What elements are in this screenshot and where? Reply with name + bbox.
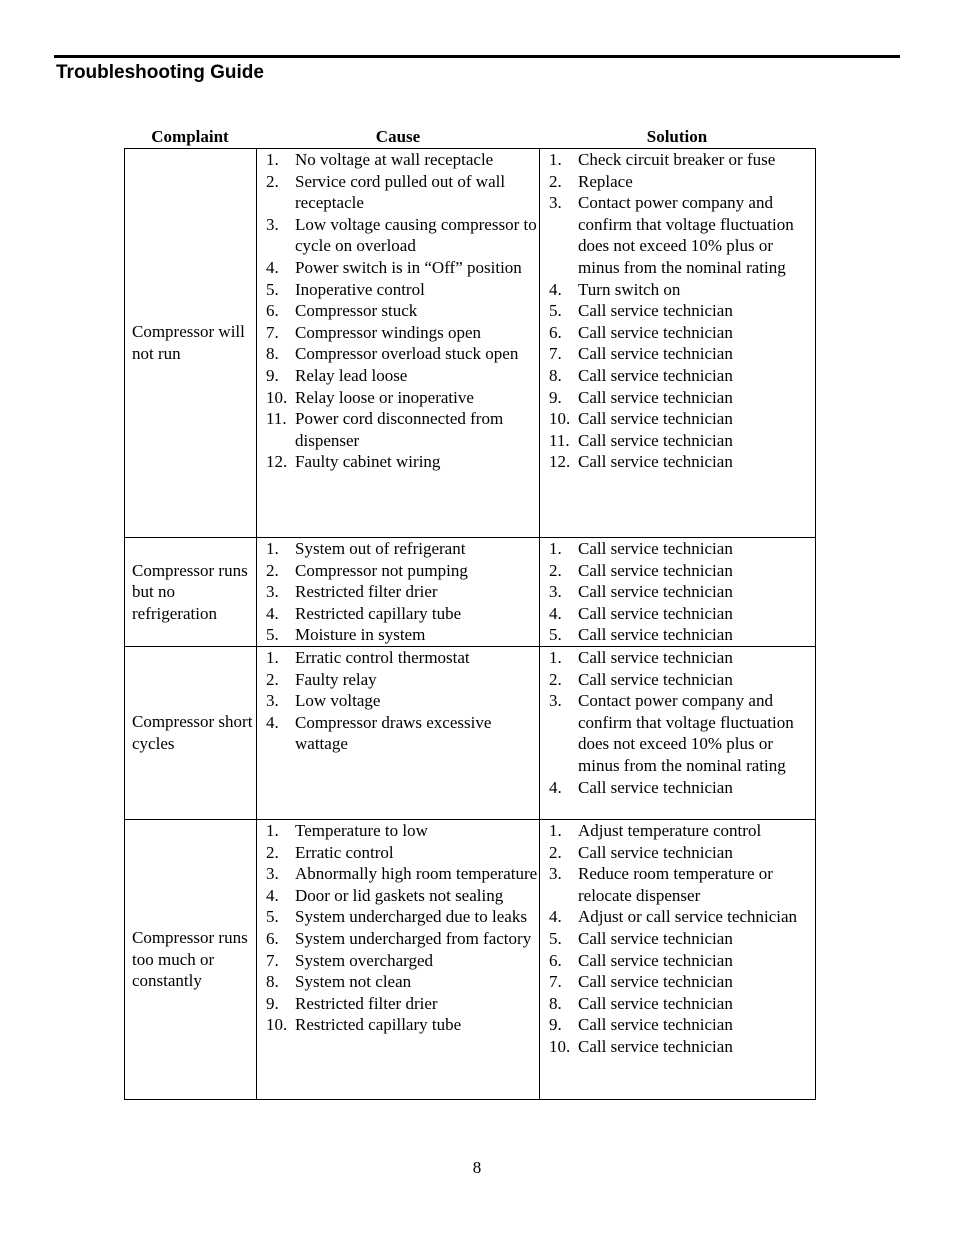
item-text: Door or lid gaskets not sealing bbox=[295, 885, 504, 905]
item-number: 7. bbox=[266, 322, 279, 342]
item-text: Erratic control bbox=[295, 842, 394, 862]
item-text: Low voltage bbox=[295, 691, 381, 711]
list-item bbox=[549, 408, 815, 430]
item-number: 1. bbox=[266, 150, 279, 169]
cause-cell bbox=[257, 819, 540, 1099]
troubleshooting-table bbox=[124, 148, 816, 1100]
item-number: 6. bbox=[549, 950, 562, 970]
complaint-column-header: Complaint bbox=[151, 127, 229, 146]
list-item bbox=[266, 365, 539, 387]
cause-cell bbox=[257, 149, 540, 538]
solution-cell bbox=[540, 149, 816, 538]
item-text: Power cord disconnected from dispenser bbox=[295, 409, 504, 450]
list-item bbox=[549, 690, 815, 776]
item-text: Call service technician bbox=[578, 301, 733, 321]
list-item bbox=[266, 343, 539, 365]
item-text: Check circuit breaker or fuse bbox=[578, 150, 776, 169]
complaint-cell: Compressor runs but no refrigeration bbox=[125, 538, 257, 647]
item-text: Call service technician bbox=[578, 669, 733, 689]
solution-list bbox=[540, 538, 815, 646]
item-text: Temperature to low bbox=[295, 820, 428, 840]
item-text: Inoperative control bbox=[295, 279, 425, 299]
item-number: 12. bbox=[549, 452, 571, 472]
item-text: System undercharged from factory bbox=[295, 928, 532, 948]
item-number: 7. bbox=[266, 950, 279, 970]
item-number: 4. bbox=[549, 279, 562, 299]
list-item bbox=[266, 993, 539, 1015]
item-number: 4. bbox=[266, 257, 279, 277]
list-item bbox=[549, 192, 815, 278]
item-number: 3. bbox=[549, 864, 562, 884]
item-text: Call service technician bbox=[578, 777, 733, 797]
table-row bbox=[125, 646, 816, 819]
list-item bbox=[266, 300, 539, 322]
list-item bbox=[266, 171, 539, 214]
item-text: Call service technician bbox=[578, 647, 733, 667]
item-text: Adjust temperature control bbox=[578, 820, 762, 840]
list-item bbox=[549, 950, 815, 972]
item-number: 1. bbox=[266, 647, 279, 667]
list-item bbox=[266, 581, 539, 603]
item-text: Restricted filter drier bbox=[295, 582, 438, 602]
item-number: 12. bbox=[266, 452, 288, 472]
list-item bbox=[549, 430, 815, 452]
item-text: Replace bbox=[578, 171, 633, 191]
item-text: Compressor not pumping bbox=[295, 560, 468, 580]
item-number: 3. bbox=[266, 691, 279, 711]
solution-column-header: Solution bbox=[646, 127, 708, 146]
item-text: Call service technician bbox=[578, 322, 733, 342]
item-text: Call service technician bbox=[578, 344, 733, 364]
item-number: 5. bbox=[549, 301, 562, 321]
page-title: Troubleshooting Guide bbox=[56, 62, 264, 83]
item-number: 2. bbox=[266, 560, 279, 580]
list-item bbox=[266, 885, 539, 907]
cause-cell bbox=[257, 538, 540, 647]
list-item bbox=[266, 603, 539, 625]
list-item bbox=[266, 669, 539, 691]
list-item bbox=[266, 950, 539, 972]
cause-column-header: Cause bbox=[375, 127, 421, 146]
item-number: 8. bbox=[266, 972, 279, 992]
item-text: Moisture in system bbox=[295, 625, 426, 645]
item-text: Power switch is in “Off” position bbox=[295, 257, 522, 277]
list-item bbox=[266, 928, 539, 950]
list-item bbox=[266, 906, 539, 928]
item-number: 8. bbox=[549, 365, 562, 385]
item-text: Restricted capillary tube bbox=[295, 1015, 462, 1035]
list-item bbox=[266, 322, 539, 344]
cause-list bbox=[257, 647, 539, 755]
item-text: Reduce room temperature or relocate dispenser bbox=[578, 864, 773, 905]
item-number: 1. bbox=[266, 820, 279, 840]
list-item bbox=[549, 842, 815, 864]
list-item bbox=[549, 560, 815, 582]
item-number: 10. bbox=[266, 1015, 288, 1035]
list-item bbox=[266, 149, 539, 171]
item-text: Compressor overload stuck open bbox=[295, 344, 519, 364]
item-number: 6. bbox=[266, 301, 279, 321]
list-item bbox=[549, 581, 815, 603]
list-item bbox=[266, 257, 539, 279]
item-text: Call service technician bbox=[578, 409, 733, 429]
item-text: Contact power company and confirm that voltage fluctuation does not exceed 10% plus or minus from the nominal rating bbox=[578, 193, 794, 277]
item-text: Relay loose or inoperative bbox=[295, 387, 474, 407]
item-text: Call service technician bbox=[578, 950, 733, 970]
item-number: 10. bbox=[549, 1036, 571, 1056]
cause-list bbox=[257, 149, 539, 473]
item-text: Abnormally high room temperature bbox=[295, 864, 538, 884]
item-text: Compressor draws excessive wattage bbox=[295, 712, 492, 754]
cause-list bbox=[257, 820, 539, 1036]
list-item bbox=[549, 906, 815, 928]
list-item bbox=[549, 1036, 815, 1058]
list-item bbox=[266, 712, 539, 755]
item-text: Compressor windings open bbox=[295, 322, 482, 342]
item-text: Call service technician bbox=[578, 928, 733, 948]
item-text: Faulty relay bbox=[295, 669, 377, 689]
item-number: 5. bbox=[549, 928, 562, 948]
list-item bbox=[266, 538, 539, 560]
item-text: Call service technician bbox=[578, 842, 733, 862]
item-text: Call service technician bbox=[578, 1036, 733, 1056]
solution-list bbox=[540, 149, 815, 473]
item-number: 2. bbox=[549, 669, 562, 689]
list-item bbox=[549, 863, 815, 906]
table-row bbox=[125, 538, 816, 647]
item-number: 3. bbox=[266, 582, 279, 602]
item-number: 10. bbox=[266, 387, 288, 407]
item-text: No voltage at wall receptacle bbox=[295, 150, 494, 169]
item-number: 8. bbox=[549, 993, 562, 1013]
item-text: Call service technician bbox=[578, 430, 733, 450]
list-item bbox=[549, 820, 815, 842]
solution-list bbox=[540, 647, 815, 798]
item-number: 9. bbox=[549, 1015, 562, 1035]
item-text: Call service technician bbox=[578, 582, 733, 602]
item-number: 3. bbox=[266, 864, 279, 884]
item-text: Call service technician bbox=[578, 365, 733, 385]
list-item bbox=[549, 365, 815, 387]
item-number: 8. bbox=[266, 344, 279, 364]
list-item bbox=[266, 214, 539, 257]
item-number: 4. bbox=[266, 885, 279, 905]
item-text: Restricted filter drier bbox=[295, 993, 438, 1013]
item-number: 4. bbox=[549, 603, 562, 623]
solution-list bbox=[540, 820, 815, 1058]
list-item bbox=[549, 928, 815, 950]
complaint-cell: Compressor runs too much or constantly bbox=[125, 819, 257, 1099]
list-item bbox=[549, 300, 815, 322]
list-item bbox=[266, 820, 539, 842]
item-text: System undercharged due to leaks bbox=[295, 907, 527, 927]
list-item bbox=[266, 842, 539, 864]
list-item bbox=[549, 647, 815, 669]
list-item bbox=[549, 451, 815, 473]
item-number: 6. bbox=[266, 928, 279, 948]
item-text: Compressor stuck bbox=[295, 301, 418, 321]
item-number: 2. bbox=[549, 842, 562, 862]
item-text: Call service technician bbox=[578, 539, 733, 558]
list-item bbox=[549, 171, 815, 193]
item-number: 1. bbox=[266, 539, 279, 558]
cause-cell bbox=[257, 646, 540, 819]
item-number: 11. bbox=[266, 409, 287, 429]
cause-list bbox=[257, 538, 539, 646]
item-number: 4. bbox=[549, 777, 562, 797]
item-number: 3. bbox=[549, 193, 562, 213]
item-text: Restricted capillary tube bbox=[295, 603, 462, 623]
item-number: 10. bbox=[549, 409, 571, 429]
item-number: 5. bbox=[266, 625, 279, 645]
list-item bbox=[266, 408, 539, 451]
item-text: Erratic control thermostat bbox=[295, 647, 470, 667]
item-text: Service cord pulled out of wall receptacle bbox=[295, 171, 506, 213]
list-item bbox=[549, 343, 815, 365]
item-text: Adjust or call service technician bbox=[578, 907, 798, 927]
item-number: 11. bbox=[549, 430, 570, 450]
list-item bbox=[549, 603, 815, 625]
list-item bbox=[549, 149, 815, 171]
item-text: Call service technician bbox=[578, 387, 733, 407]
list-item bbox=[266, 647, 539, 669]
item-number: 9. bbox=[549, 387, 562, 407]
complaint-cell: Compressor will not run bbox=[125, 149, 257, 538]
item-text: Relay lead loose bbox=[295, 365, 408, 385]
item-number: 2. bbox=[266, 669, 279, 689]
item-number: 3. bbox=[549, 582, 562, 602]
item-text: Turn switch on bbox=[578, 279, 681, 299]
list-item bbox=[266, 560, 539, 582]
item-number: 2. bbox=[266, 171, 279, 191]
list-item bbox=[266, 624, 539, 646]
item-number: 9. bbox=[266, 365, 279, 385]
list-item bbox=[549, 1014, 815, 1036]
item-number: 7. bbox=[549, 972, 562, 992]
item-number: 4. bbox=[549, 907, 562, 927]
item-text: System overcharged bbox=[295, 950, 434, 970]
item-number: 1. bbox=[549, 150, 562, 169]
item-number: 1. bbox=[549, 647, 562, 667]
item-number: 7. bbox=[549, 344, 562, 364]
item-text: Contact power company and confirm that voltage fluctuation does not exceed 10% plus or minus from the nominal rating bbox=[578, 691, 794, 775]
solution-cell bbox=[540, 646, 816, 819]
item-text: System out of refrigerant bbox=[295, 539, 466, 558]
list-item bbox=[266, 279, 539, 301]
item-number: 2. bbox=[549, 171, 562, 191]
item-number: 6. bbox=[549, 322, 562, 342]
item-number: 5. bbox=[266, 907, 279, 927]
list-item bbox=[549, 538, 815, 560]
list-item bbox=[266, 971, 539, 993]
item-text: Call service technician bbox=[578, 625, 733, 645]
item-number: 3. bbox=[266, 214, 279, 234]
top-rule bbox=[54, 55, 900, 58]
complaint-cell: Compressor short cycles bbox=[125, 646, 257, 819]
list-item bbox=[266, 451, 539, 473]
solution-cell bbox=[540, 538, 816, 647]
item-text: Call service technician bbox=[578, 560, 733, 580]
list-item bbox=[266, 387, 539, 409]
item-number: 1. bbox=[549, 539, 562, 558]
list-item bbox=[549, 279, 815, 301]
list-item bbox=[549, 993, 815, 1015]
item-text: Call service technician bbox=[578, 1015, 733, 1035]
table-row bbox=[125, 149, 816, 538]
item-text: Call service technician bbox=[578, 993, 733, 1013]
page-number: 8 bbox=[472, 1158, 482, 1177]
list-item bbox=[266, 690, 539, 712]
list-item bbox=[549, 971, 815, 993]
item-number: 1. bbox=[549, 820, 562, 840]
item-text: System not clean bbox=[295, 972, 412, 992]
solution-cell bbox=[540, 819, 816, 1099]
item-text: Low voltage causing compressor to cycle on overload bbox=[295, 214, 537, 256]
item-number: 4. bbox=[266, 603, 279, 623]
list-item bbox=[549, 624, 815, 646]
item-number: 3. bbox=[549, 691, 562, 711]
item-number: 2. bbox=[266, 842, 279, 862]
list-item bbox=[549, 322, 815, 344]
list-item bbox=[266, 863, 539, 885]
list-item bbox=[549, 387, 815, 409]
item-number: 5. bbox=[266, 279, 279, 299]
item-text: Call service technician bbox=[578, 452, 733, 472]
list-item bbox=[549, 669, 815, 691]
item-text: Call service technician bbox=[578, 972, 733, 992]
item-number: 4. bbox=[266, 712, 279, 732]
troubleshooting-table-body bbox=[125, 149, 816, 1100]
item-text: Call service technician bbox=[578, 603, 733, 623]
list-item bbox=[266, 1014, 539, 1036]
list-item bbox=[549, 777, 815, 799]
item-number: 5. bbox=[549, 625, 562, 645]
table-row bbox=[125, 819, 816, 1099]
item-number: 9. bbox=[266, 993, 279, 1013]
item-number: 2. bbox=[549, 560, 562, 580]
item-text: Faulty cabinet wiring bbox=[295, 452, 441, 472]
